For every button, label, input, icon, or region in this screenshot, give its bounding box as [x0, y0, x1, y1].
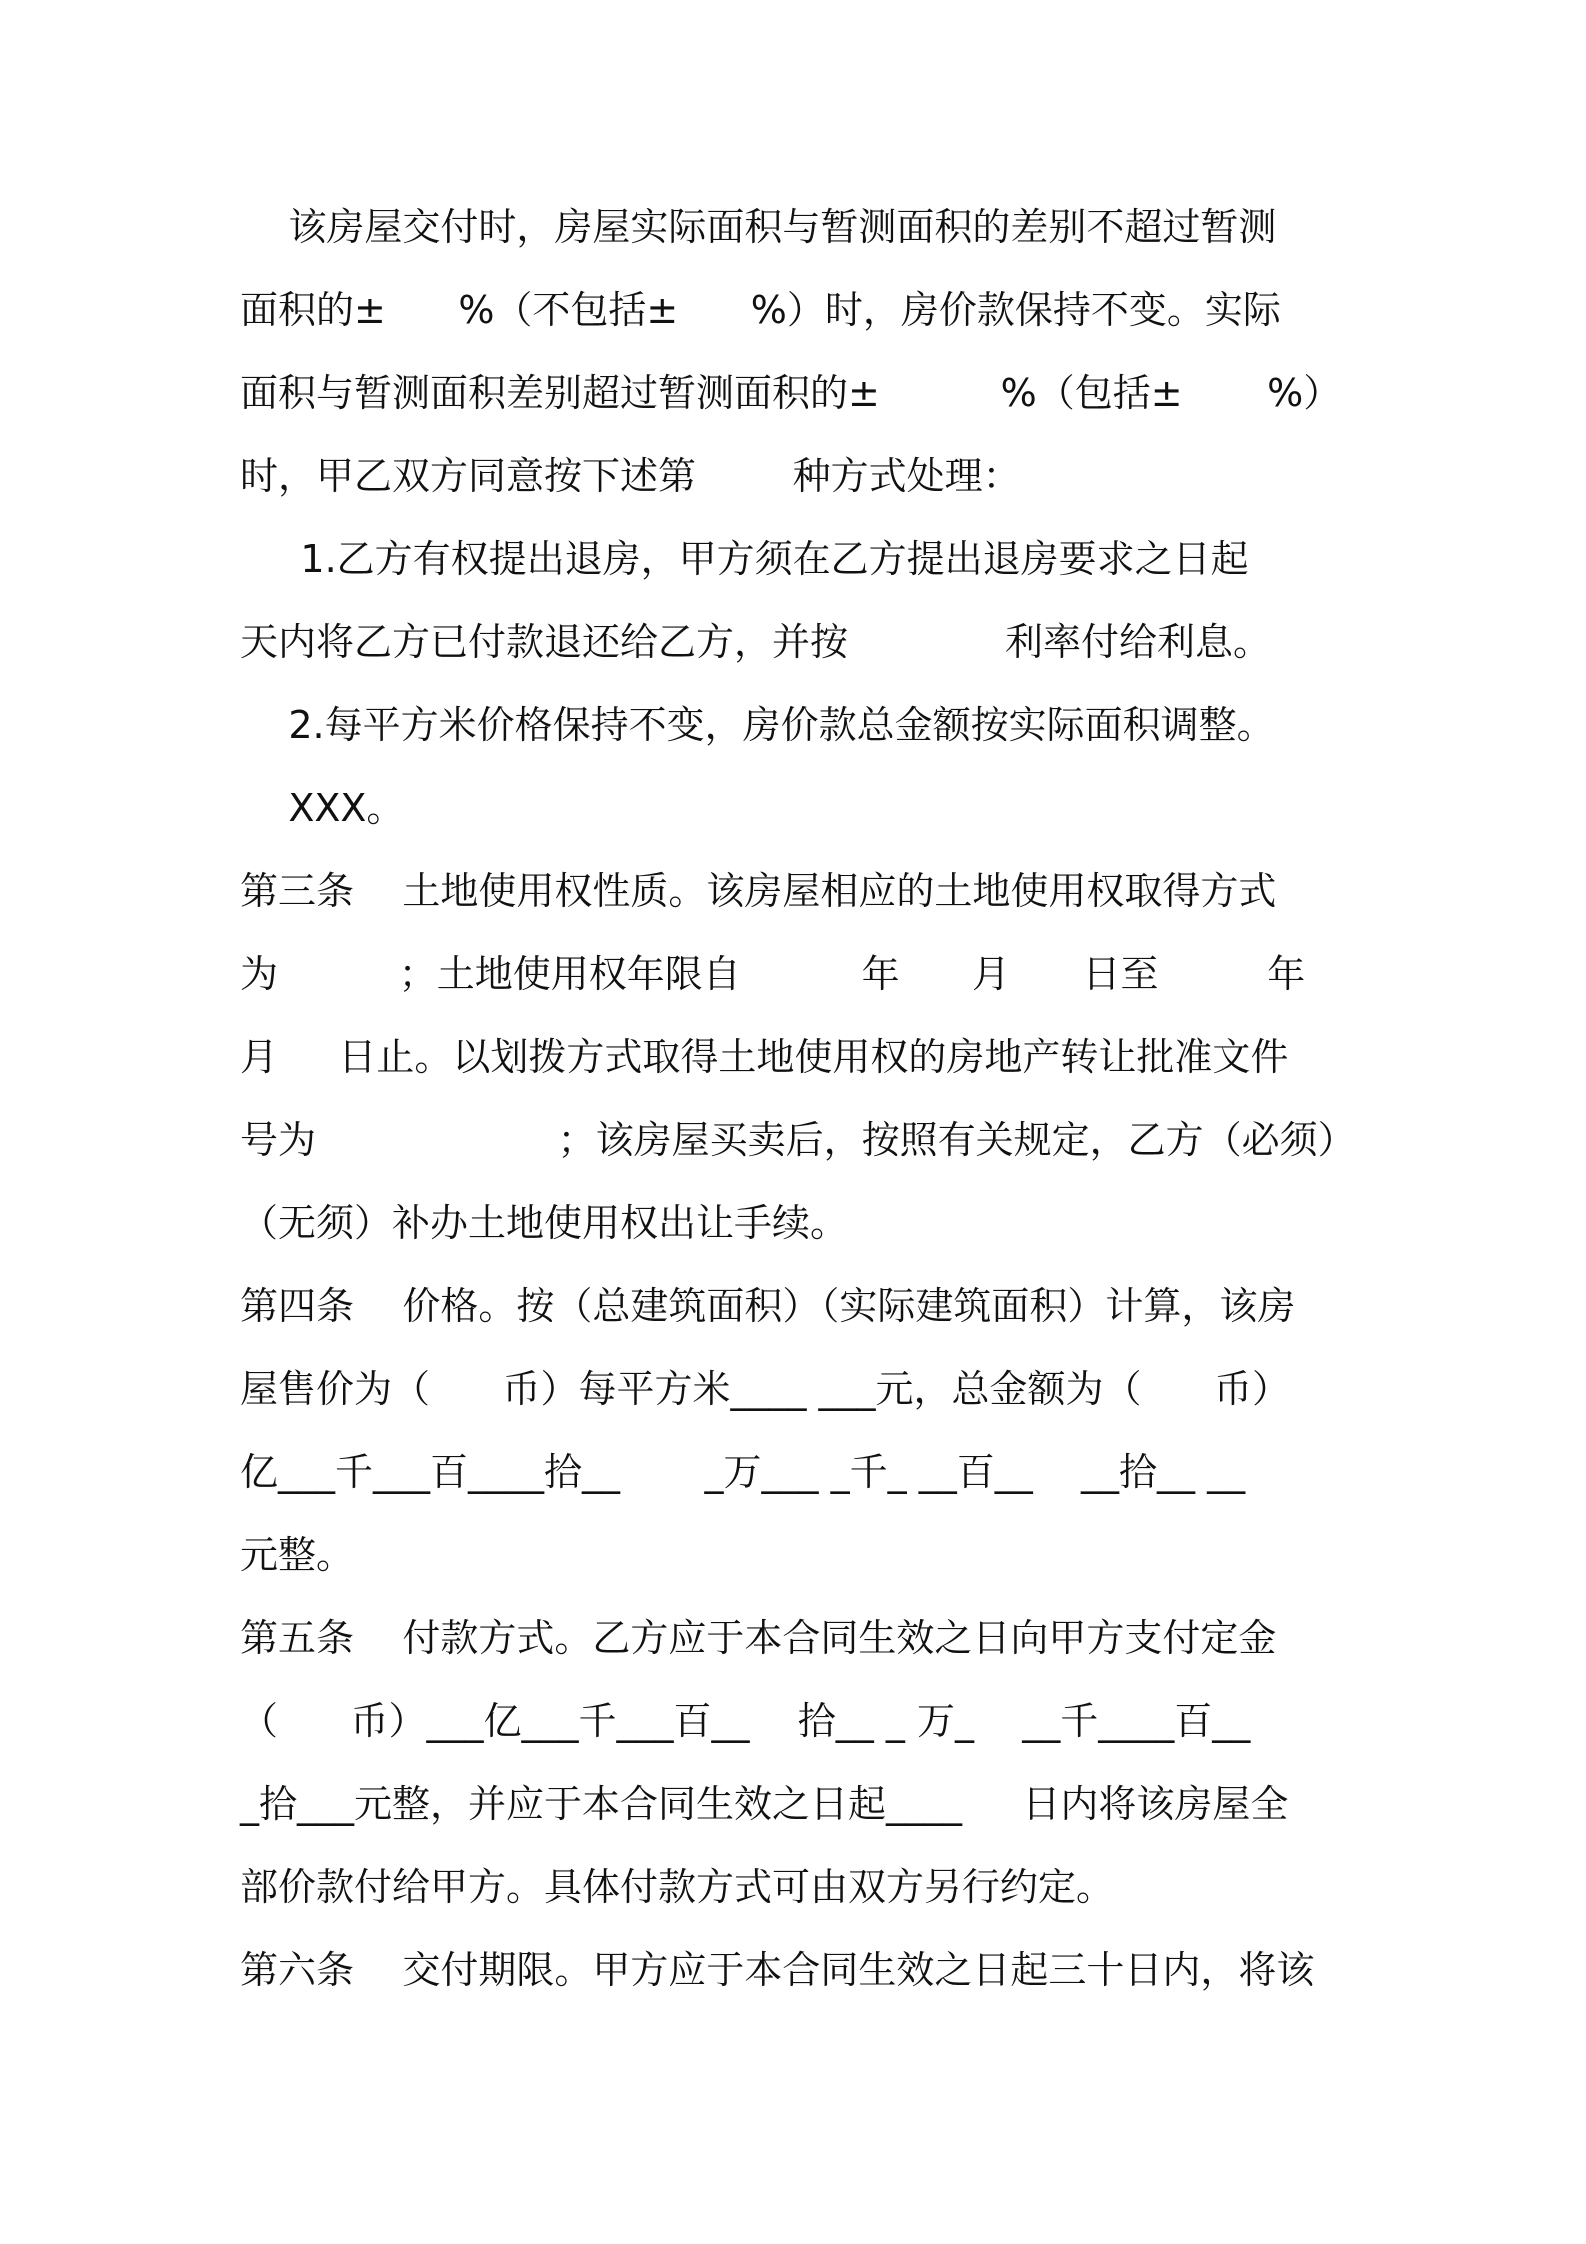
clause-5-heading-line: 第五条 付款方式。乙方应于本合同生效之日向甲方支付定金 [240, 1616, 1277, 1660]
text-line: （ 币）___亿___千___百__ 拾__ _ 万_ __千____百__ [240, 1699, 1251, 1743]
text-line: 亿___千___百____拾__ _万___ _千_ __百__ __拾__ __ [240, 1450, 1246, 1494]
text-line: 月 日止。以划拨方式取得土地使用权的房地产转让批准文件 [240, 1035, 1289, 1079]
text-line: 部价款付给甲方。具体付款方式可由双方另行约定。 [240, 1865, 1115, 1909]
clause-6-heading-line: 第六条 交付期限。甲方应于本合同生效之日起三十日内，将该 [240, 1948, 1315, 1992]
clause-4-heading-line: 第四条 价格。按（总建筑面积）（实际建筑面积）计算，该房 [240, 1284, 1296, 1328]
text-line: 元整。 [240, 1533, 355, 1577]
clause-3-heading-line: 第三条 土地使用权性质。该房屋相应的土地使用权取得方式 [240, 869, 1277, 913]
text-line: 1.乙方有权提出退房，甲方须在乙方提出退房要求之日起 [240, 537, 1249, 581]
text-line: 天内将乙方已付款退还给乙方，并按 利率付给利息。 [240, 620, 1272, 664]
text-line: 屋售价为（ 币）每平方米____ ___元，总金额为（ 币） [240, 1367, 1291, 1411]
text-line: 面积的± %（不包括± %）时，房价款保持不变。实际 [240, 288, 1281, 332]
text-line: （无须）补办土地使用权出让手续。 [240, 1201, 849, 1245]
text-line: 号为 ；该房屋买卖后，按照有关规定，乙方（必须） [240, 1118, 1356, 1162]
text-line: 该房屋交付时，房屋实际面积与暂测面积的差别不超过暂测 [240, 205, 1277, 249]
text-line: _拾___元整，并应于本合同生效之日起____ 日内将该房屋全 [240, 1782, 1289, 1826]
text-line: 时，甲乙双方同意按下述第 种方式处理： [240, 454, 1021, 498]
text-line: 2.每平方米价格保持不变，房价款总金额按实际面积调整。 [240, 703, 1275, 747]
text-line: 为 ；土地使用权年限自 年 月 日至 年 [240, 952, 1306, 996]
text-line: 面积与暂测面积差别超过暂测面积的± %（包括± %） [240, 371, 1342, 415]
text-line: XXX。 [240, 786, 405, 830]
